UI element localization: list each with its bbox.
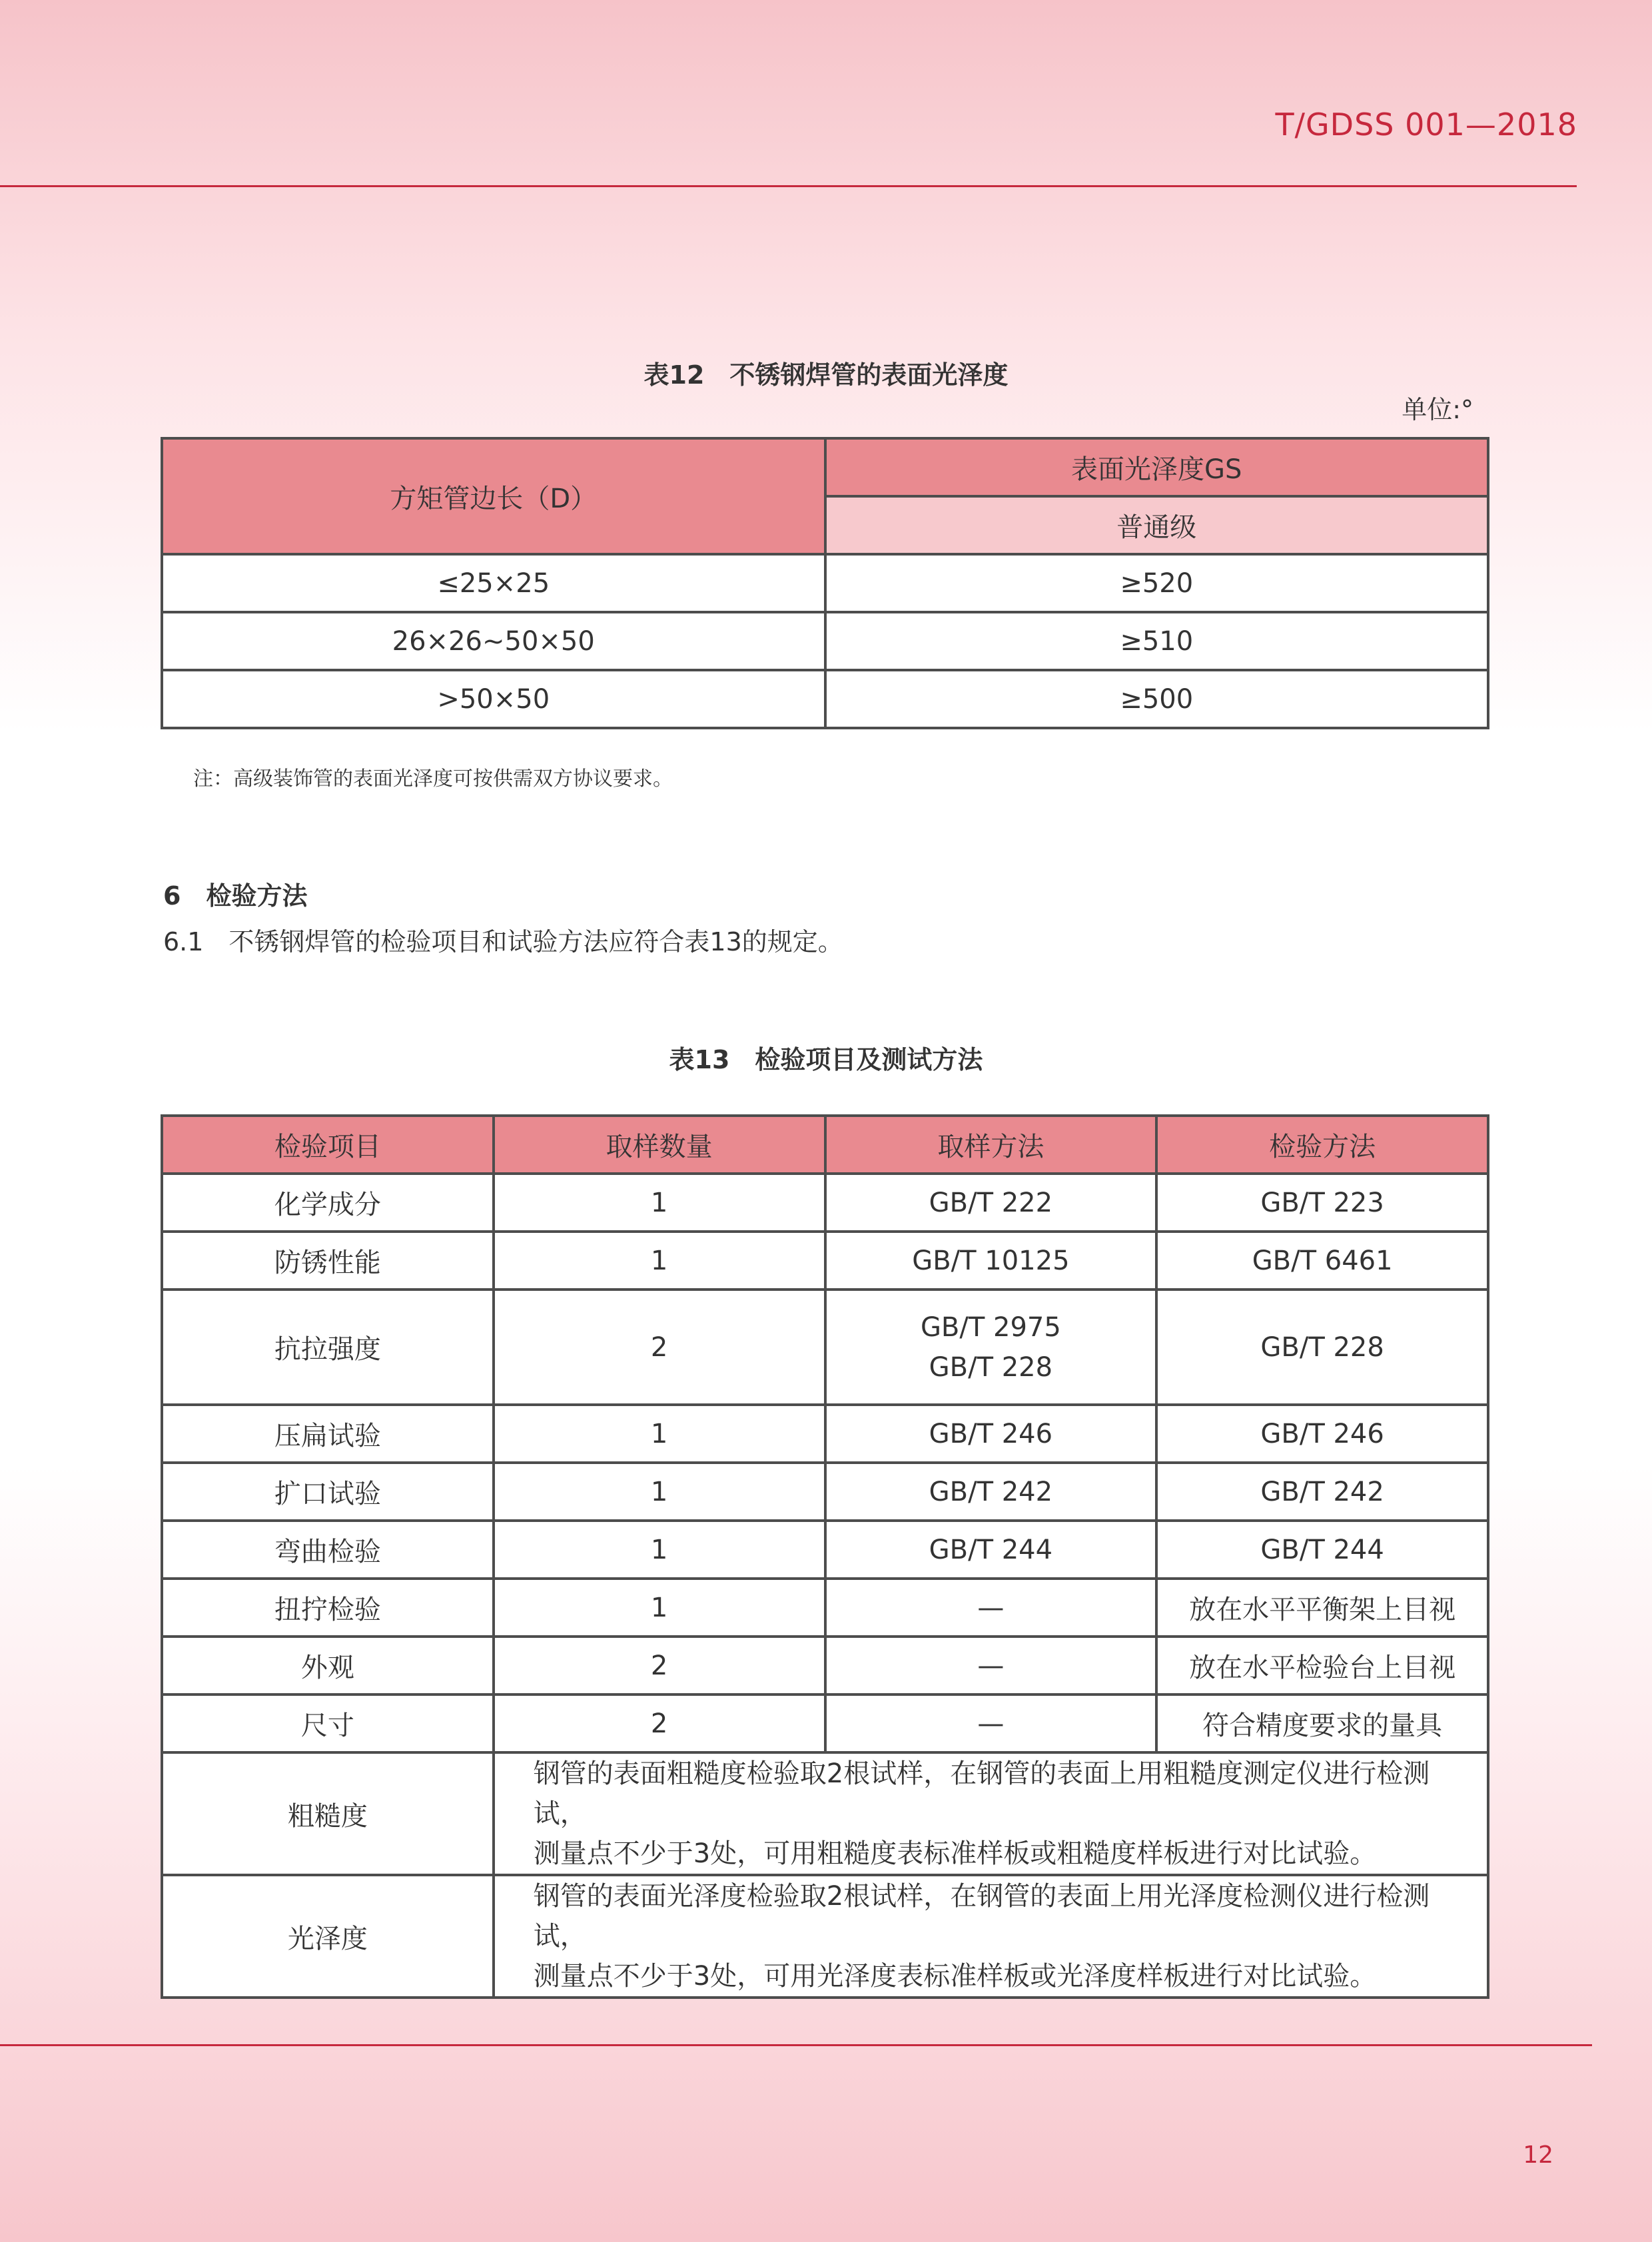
qty-cell: 1 <box>494 1405 825 1463</box>
item-cell: 扭拧检验 <box>162 1579 494 1637</box>
item-cell: 压扁试验 <box>162 1405 494 1463</box>
method-cell: GB/T 246 <box>1156 1405 1488 1463</box>
sampling-cell: GB/T 244 <box>825 1521 1157 1579</box>
clause-6-1: 6.1 不锈钢焊管的检验项目和试验方法应符合表13的规定。 <box>163 927 843 956</box>
description-line: 钢管的表面粗糙度检验取2根试样，在钢管的表面上用粗糙度测定仪进行检测试， <box>533 1758 1430 1829</box>
table-row <box>162 1405 1488 1463</box>
description-line: 钢管的表面光泽度检验取2根试样，在钢管的表面上用光泽度检测仪进行检测试， <box>533 1881 1430 1952</box>
method-cell: GB/T 228 <box>1156 1290 1488 1405</box>
method-cell: 符合精度要求的量具 <box>1156 1694 1488 1752</box>
qty-cell: 1 <box>494 1579 825 1637</box>
table12-gloss-cell: ≥500 <box>825 670 1489 728</box>
header-rule <box>0 185 1577 187</box>
qty-cell: 2 <box>494 1694 825 1752</box>
method-cell: GB/T 244 <box>1156 1521 1488 1579</box>
qty-cell: 2 <box>494 1290 825 1405</box>
method-cell: 放在水平平衡架上目视 <box>1156 1579 1488 1637</box>
table12-col1-header: 方矩管边长（D） <box>162 438 825 554</box>
method-cell: GB/T 6461 <box>1156 1232 1488 1290</box>
item-cell: 尺寸 <box>162 1694 494 1752</box>
table-row <box>162 1875 1488 1998</box>
qty-cell: 1 <box>494 1463 825 1521</box>
item-cell: 扩口试验 <box>162 1463 494 1521</box>
table12-gloss-cell: ≥520 <box>825 554 1489 612</box>
table12-col2-header: 表面光泽度GS <box>825 438 1489 496</box>
standard-number: T/GDSS 001—2018 <box>1275 107 1577 143</box>
qty-cell: 2 <box>494 1637 825 1694</box>
item-cell: 抗拉强度 <box>162 1290 494 1405</box>
gloss-description <box>494 1875 1488 1998</box>
inspection-table <box>161 1114 1489 1999</box>
sampling-cell: GB/T 222 <box>825 1174 1157 1232</box>
table12-size-cell: ≤25×25 <box>162 554 825 612</box>
table-row <box>162 1694 1488 1752</box>
item-cell: 防锈性能 <box>162 1232 494 1290</box>
item-cell: 外观 <box>162 1637 494 1694</box>
table-row <box>162 1232 1488 1290</box>
item-cell: 粗糙度 <box>162 1752 494 1875</box>
qty-cell: 1 <box>494 1174 825 1232</box>
sampling-cell: GB/T 246 <box>825 1405 1157 1463</box>
table13-header-row <box>162 1116 1488 1174</box>
sampling-cell: GB/T 242 <box>825 1463 1157 1521</box>
table-row <box>162 1637 1488 1694</box>
table12-size-cell: >50×50 <box>162 670 825 728</box>
table-row <box>162 1579 1488 1637</box>
table13-caption: 表13 检验项目及测试方法 <box>669 1045 983 1074</box>
page-number: 12 <box>1523 2141 1553 2169</box>
item-cell: 化学成分 <box>162 1174 494 1232</box>
table12-note: 注：高级装饰管的表面光泽度可按供需双方协议要求。 <box>193 767 673 791</box>
qty-cell: 1 <box>494 1521 825 1579</box>
sampling-cell: GB/T 10125 <box>825 1232 1157 1290</box>
method-cell: GB/T 223 <box>1156 1174 1488 1232</box>
table-row <box>162 1290 1488 1405</box>
table13-header: 检验方法 <box>1156 1116 1488 1174</box>
sampling-cell: — <box>825 1579 1157 1637</box>
table12-gloss-cell: ≥510 <box>825 612 1489 670</box>
sampling-cell: — <box>825 1694 1157 1752</box>
table-row <box>162 670 1488 728</box>
table13-header: 取样方法 <box>825 1116 1157 1174</box>
method-cell: 放在水平检验台上目视 <box>1156 1637 1488 1694</box>
table-row <box>162 1463 1488 1521</box>
qty-cell: 1 <box>494 1232 825 1290</box>
sampling-line: GB/T 228 <box>929 1351 1053 1383</box>
roughness-description <box>494 1752 1488 1875</box>
table-row <box>162 1752 1488 1875</box>
table12-size-cell: 26×26~50×50 <box>162 612 825 670</box>
table-row <box>162 1174 1488 1232</box>
table-row <box>162 612 1488 670</box>
method-cell: GB/T 242 <box>1156 1463 1488 1521</box>
description-line: 测量点不少于3处，可用光泽度表标准样板或光泽度样板进行对比试验。 <box>533 1961 1377 1992</box>
section-title: 6 检验方法 <box>163 881 308 911</box>
item-cell: 光泽度 <box>162 1875 494 1998</box>
table12-col2-subheader: 普通级 <box>825 496 1489 554</box>
gloss-table <box>161 437 1489 729</box>
item-cell: 弯曲检验 <box>162 1521 494 1579</box>
table13-header: 检验项目 <box>162 1116 494 1174</box>
table-row <box>162 554 1488 612</box>
description-line: 测量点不少于3处，可用粗糙度表标准样板或粗糙度样板进行对比试验。 <box>533 1838 1377 1869</box>
table-row <box>162 1521 1488 1579</box>
sampling-line: GB/T 2975 <box>920 1311 1061 1343</box>
sampling-cell <box>825 1290 1157 1405</box>
footer-rule <box>0 2044 1592 2046</box>
sampling-cell: — <box>825 1637 1157 1694</box>
table12-unit: 单位:° <box>1402 395 1473 424</box>
table13-header: 取样数量 <box>494 1116 825 1174</box>
table12-caption: 表12 不锈钢焊管的表面光泽度 <box>643 360 1009 390</box>
